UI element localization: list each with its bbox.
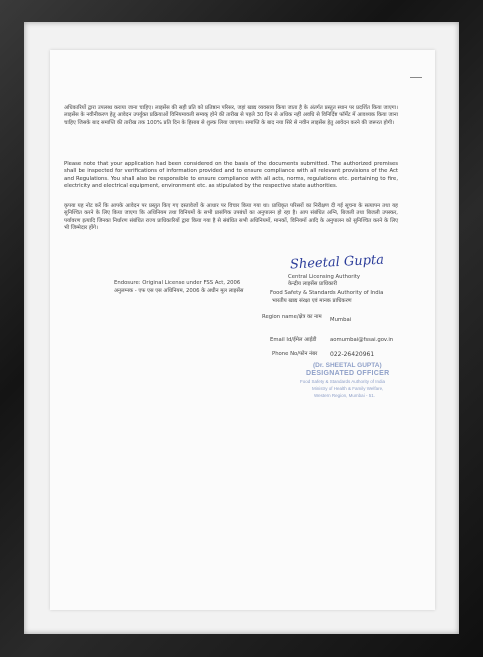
stamp-name: (Dr. SHEETAL GUPTA) — [313, 362, 382, 369]
endorsure-en: Endosure: Original License under FSS Act, 2006 — [114, 280, 241, 286]
stamp-title: DESIGNATED OFFICER — [306, 370, 390, 377]
hindi-paragraph-1: अधिकारियों द्वारा उपलब्ध कराया जाना चाहिए। लाइसेंस की सही प्रति को प्रतिष्ठान परिसर, जहां खाद्य व्यवसाय किया जाता है के अंतर्गत प्रस्तुत स्थान पर प्रदर्शित किया जाएगा। लाइसेंस के नवीनीकरण हेतु आवेदन उपर्युक्त प्रक्रियाओं विनियमावली सम्यक् होने की तारीख से पहले 30 दिन से अधिक नहीं अवधि से विनिर्दिष्ट फॉर्मेट में आवश्यक किया जाना चाहिए जिसके बाद समाप्ति की तारीख तक 100% प्रति दिन के हिसाब से शुल्क लिया जाएगा। समाप्ति के बाद नया सिरे से नवीन लाइसेंस हेतु आवेदन करने की जरूरत होगी। — [64, 105, 398, 126]
stamp-line-1: Food Safety & Standards Authority of India — [300, 379, 386, 384]
authority-en: Central Licensing Authority — [288, 274, 361, 280]
stamp-line-2: Ministry of Health & Family Welfare, — [312, 386, 384, 391]
english-paragraph: Please note that your application had been considered on the basis of the documents submitted. The authorized premises shall be inspected for verifications of information provided and to ensure compliance with all relevant provisions of the Act and Regulations. You shall also be responsible to ensure compliance with all acts, norms, regulations etc. pertaining to fire, electricity and electrical equipment, environment etc. as stipulated by the respective state authorities. — [64, 161, 398, 189]
region-value: Mumbai — [330, 317, 352, 323]
stamp-line-3: Western Region, Mumbai - 51. — [314, 393, 375, 398]
org-en: Food Safety & Standards Authority of India — [270, 290, 384, 296]
hindi-paragraph-2: कृपया यह नोट करें कि आपके आवेदन पर प्रस्तुत किए गए दस्तावेजों के आधार पर विचार किया गया था। प्राधिकृत परिसरों का निरीक्षण दी गई सूचना के सत्यापन तथा यह सुनिश्चित करने के लिए किया जाएगा कि अधिनियम तथा विनियमों के सभी प्रासंगिक उपबंधों का अनुपालन हो रहा है। आप संबंधित अग्नि, बिजली तथा बिजली उपस्कर, पर्यावरण इत्यादि जिनका निर्धारण संबंधित राज्य प्राधिकारियों द्वारा किया गया है से संबंधित सभी अधिनियमों, मानकों, विनियमों आदि के अनुपालन को सुनिश्चित करने के लिए भी जिम्मेदार होंगे। — [64, 203, 398, 231]
org-hi: भारतीय खाद्य संरक्षा एवं मानक प्राधिकरण — [272, 298, 352, 304]
phone-value: 022-26420961 — [330, 351, 375, 358]
endorsure-hi: अनुलग्नक - एफ एस एस अधिनियम, 2006 के अधीन मूल लाइसेंस — [114, 288, 244, 294]
email-value: aomumbai@fssai.gov.in — [330, 337, 394, 343]
page-edge-mark — [410, 77, 422, 78]
document-page — [50, 50, 435, 610]
signature: Sheetal Gupta — [289, 252, 385, 273]
authority-hi: केन्द्रीय लाइसेंस प्राधिकारी — [288, 281, 338, 287]
email-label: Email Id/ईमेल आईडी — [270, 337, 317, 343]
phone-label: Phone No/फोन नंबर — [272, 351, 318, 357]
region-label: Region name/क्षेत्र का नाम — [262, 314, 322, 320]
